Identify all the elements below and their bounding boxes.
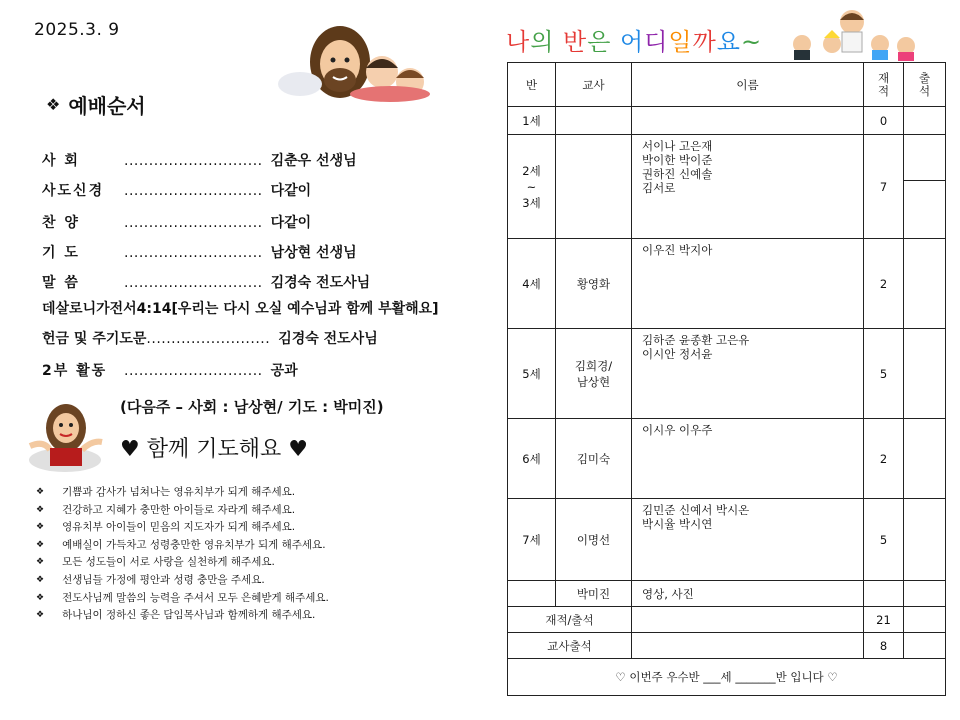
order-row-creed (42, 180, 311, 200)
order-dots: ............................ (124, 215, 263, 231)
prayer-text: 전도사님께 말씀의 능력을 주셔서 모두 은혜받게 해주세요. (62, 591, 329, 604)
student-names: 박이한 박이준 (642, 153, 713, 167)
diamond-bullet-icon: ❖ (36, 592, 45, 603)
student-names: 이우진 박지아 (642, 243, 713, 257)
table-row (508, 239, 946, 329)
table-row (508, 499, 946, 581)
names-cell (632, 419, 864, 499)
list-item (36, 502, 329, 520)
class-cell (508, 581, 556, 607)
roster-title-char: 까 (692, 28, 717, 56)
scripture-reference: 데살로니가전서4:14[우리는 다시 오실 예수님과 함께 부활해요] (42, 301, 439, 317)
list-item (36, 607, 329, 625)
student-names: 권하진 신예솔 (642, 167, 713, 181)
jesus-clipart (10, 400, 110, 472)
class-cell: 6세 (508, 419, 556, 499)
best-class-notice: ♡ 이번주 우수반 ___세 _______반 입니다 ♡ (508, 659, 946, 696)
names-cell (632, 329, 864, 419)
roster-title (506, 22, 762, 57)
order-label: 찬 양 (42, 215, 80, 231)
attendance-cell[interactable] (904, 329, 946, 419)
list-item (36, 590, 329, 608)
prayer-text: 선생님들 가정에 평안과 성령 충만을 주세요. (62, 573, 265, 586)
diamond-bullet-icon: ❖ (36, 487, 45, 497)
order-row-host (42, 150, 357, 170)
class-roster-table (507, 62, 946, 696)
attendance-cell[interactable] (904, 107, 946, 135)
order-row-prayer (42, 242, 357, 262)
order-dots: ............................ (124, 363, 263, 379)
list-item (36, 537, 329, 555)
order-dots: ............................ (124, 183, 263, 199)
order-row-offering (42, 328, 378, 348)
next-week-notice: (다음주 – 사회 : 남상현/ 기도 : 박미진) (120, 398, 384, 416)
prayer-text: 모든 성도들이 서로 사랑을 실천하게 해주세요. (62, 556, 275, 569)
order-row-praise (42, 212, 311, 232)
diamond-bullet-icon: ❖ (36, 557, 45, 568)
teacher-attendance-extra (904, 633, 946, 659)
total-row (508, 607, 946, 633)
order-dots: ............................ (124, 275, 263, 291)
order-label: 사도신경 (42, 183, 105, 199)
roster-title-char: 어 (620, 28, 645, 56)
enrolled-cell: 7 (864, 135, 904, 239)
order-dots: ............................ (124, 245, 263, 261)
prayer-title: ♥ 함께 기도해요 ♥ (120, 437, 308, 462)
diamond-bullet-icon: ❖ (36, 610, 45, 621)
teacher-attendance-label: 교사출석 (508, 633, 632, 659)
list-item (36, 572, 329, 590)
total-label: 재적/출석 (508, 607, 632, 633)
order-person: 김경숙 전도사님 (278, 331, 378, 347)
student-names: 김하준 윤종환 고은유 (642, 333, 750, 347)
jesus-children-illustration (270, 22, 450, 102)
attendance-cell[interactable] (904, 135, 946, 181)
order-dots: ......................... (146, 331, 271, 347)
list-item (36, 554, 329, 572)
roster-title-char: 의 (530, 28, 555, 56)
diamond-bullet-icon: ❖ (36, 539, 45, 550)
names-cell (632, 135, 864, 239)
student-names: 이시우 이우주 (642, 423, 713, 437)
order-label: 말 씀 (42, 275, 80, 291)
order-person: 다같이 (270, 183, 312, 199)
order-label: 2부 활동 (42, 363, 108, 379)
diamond-bullet-icon: ❖ (36, 522, 45, 533)
teacher-attendance-blank (632, 633, 864, 659)
teacher-cell: 이명선 (556, 499, 632, 581)
teacher-cell (556, 107, 632, 135)
prayer-text: 기쁨과 감사가 넘쳐나는 영유치부가 되게 해주세요. (62, 486, 296, 498)
teacher-cell: 박미진 (556, 581, 632, 607)
teacher-cell: 김희경/ 남상현 (556, 329, 632, 419)
table-row (508, 419, 946, 499)
order-label: 헌금 및 주기도문 (42, 331, 147, 347)
enrolled-cell: 2 (864, 419, 904, 499)
column-header-names: 이름 (632, 63, 864, 107)
teacher-attendance-value: 8 (864, 633, 904, 659)
prayer-text: 영유치부 아이들이 믿음의 지도자가 되게 해주세요. (62, 521, 296, 534)
roster-title-char: 반 (563, 28, 588, 56)
teacher-cell: 김미숙 (556, 419, 632, 499)
list-item (36, 484, 329, 502)
student-names: 박시율 박시연 (642, 517, 713, 531)
names-cell (632, 499, 864, 581)
student-names: 김서로 (642, 181, 676, 195)
order-person: 김경숙 전도사님 (270, 275, 371, 291)
worship-order-title: 예배순서 (68, 94, 146, 118)
column-header-attendance: 출 석 (904, 63, 946, 107)
teacher-attendance-row (508, 633, 946, 659)
prayer-text: 건강하고 지혜가 충만한 아이들로 자라게 해주세요. (62, 503, 296, 516)
column-header-teacher: 교사 (556, 63, 632, 107)
date: 2025.3. 9 (34, 20, 120, 40)
names-cell (632, 239, 864, 329)
prayer-text: 하나님이 정하신 좋은 담임목사님과 함께하게 해주세요. (62, 609, 316, 622)
table-row (508, 107, 946, 135)
class-cell: 2세 ~ 3세 (508, 135, 556, 239)
enrolled-cell: 5 (864, 499, 904, 581)
class-cell: 5세 (508, 329, 556, 419)
diamond-bullet-icon: ❖ (46, 95, 61, 114)
column-header-enrolled: 재 적 (864, 63, 904, 107)
roster-title-char (611, 28, 620, 56)
attendance-cell[interactable] (904, 581, 946, 607)
enrolled-cell: 2 (864, 239, 904, 329)
table-row (508, 329, 946, 419)
teacher-cell: 황영화 (556, 239, 632, 329)
order-person: 김춘우 선생님 (270, 153, 357, 169)
order-dots: ............................ (124, 153, 263, 169)
roster-title-char: 일 (668, 28, 693, 56)
table-header-row (508, 63, 946, 107)
order-row-activity (42, 360, 298, 380)
prayer-text: 예배실이 가득차고 성령충만한 영유치부가 되게 해주세요. (62, 538, 326, 551)
diamond-bullet-icon: ❖ (36, 574, 45, 585)
roster-title-char (554, 28, 563, 56)
class-cell: 7세 (508, 499, 556, 581)
order-person: 다같이 (270, 215, 312, 231)
order-person: 남상현 선생님 (270, 245, 357, 261)
order-row-sermon (42, 272, 370, 292)
list-item (36, 519, 329, 537)
teacher-cell (556, 135, 632, 239)
total-enrolled-value: 21 (864, 607, 904, 633)
attendance-cell[interactable] (904, 499, 946, 581)
student-names: 이시안 정서윤 (642, 347, 713, 361)
roster-title-char: 나 (506, 28, 531, 56)
prayer-list (36, 484, 329, 625)
total-blank (632, 607, 864, 633)
table-row (508, 135, 946, 181)
roster-title-char: ~ (740, 28, 763, 56)
worship-order-heading (46, 90, 146, 119)
student-names: 서이나 고은재 (642, 139, 713, 153)
enrolled-cell: 0 (864, 107, 904, 135)
order-label: 사 회 (42, 153, 80, 169)
attendance-cell[interactable] (904, 239, 946, 329)
footer-row (508, 659, 946, 696)
attendance-cell[interactable] (904, 181, 946, 239)
column-header-class: 반 (508, 63, 556, 107)
total-attendance-cell[interactable] (904, 607, 946, 633)
roster-title-char: 요 (716, 28, 741, 56)
enrolled-cell: 5 (864, 329, 904, 419)
order-label: 기 도 (42, 245, 80, 261)
diamond-bullet-icon: ❖ (36, 504, 45, 515)
table-row (508, 581, 946, 607)
class-cell: 1세 (508, 107, 556, 135)
names-cell (632, 107, 864, 135)
names-cell: 영상, 사진 (632, 581, 864, 607)
student-names: 김민준 신예서 박시온 (642, 503, 750, 517)
class-cell: 4세 (508, 239, 556, 329)
kids-clipart (786, 6, 920, 62)
roster-title-char: 디 (644, 28, 669, 56)
roster-title-char: 은 (587, 28, 612, 56)
enrolled-cell (864, 581, 904, 607)
attendance-cell[interactable] (904, 419, 946, 499)
order-person: 공과 (270, 363, 298, 379)
